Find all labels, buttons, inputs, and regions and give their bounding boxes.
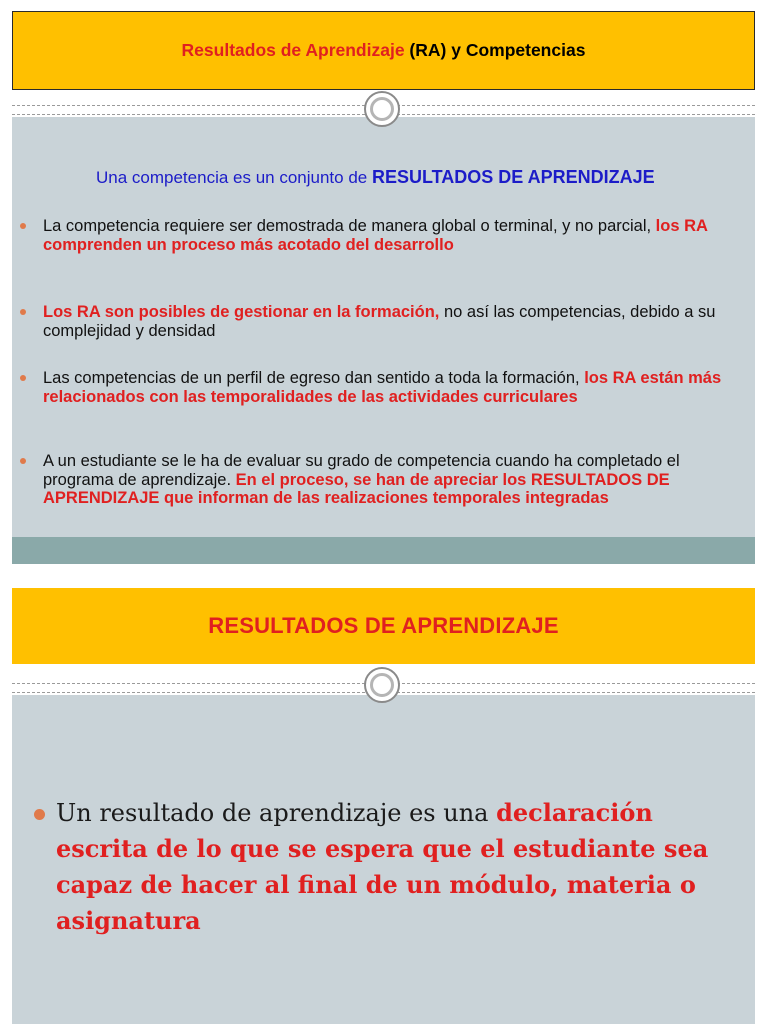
bullet-highlight: los RA comprenden un proceso más acotado del desarrollo bbox=[43, 217, 708, 254]
bullet-item bbox=[43, 303, 743, 340]
ring-ornament-icon bbox=[364, 667, 400, 703]
ring-ornament-icon bbox=[364, 91, 400, 127]
bullet-text: La competencia requiere ser demostrada de manera global o terminal, y no parcial, bbox=[43, 217, 656, 235]
slide-1-lead bbox=[96, 167, 655, 188]
bullet-item bbox=[43, 452, 743, 508]
slide-2-title-bar bbox=[12, 588, 755, 664]
bullet-highlight: los RA están más relacionados con las temporalidades de las actividades curriculares bbox=[43, 369, 722, 406]
definition-highlight: declaración escrita de lo que se espera que el estudiante sea capaz de hacer al final de un módulo, materia o asignatura bbox=[56, 798, 709, 935]
slide-1 bbox=[12, 11, 755, 564]
definition-text: Un resultado de aprendizaje es una bbox=[56, 799, 497, 827]
bullet-dot-icon bbox=[20, 309, 26, 315]
slide-2-title: RESULTADOS DE APRENDIZAJE bbox=[208, 613, 559, 638]
slide-1-title-black: (RA) y Competencias bbox=[404, 40, 586, 60]
bullet-item bbox=[43, 217, 743, 254]
slide-1-body bbox=[12, 117, 755, 537]
bullet-text: Las competencias de un perfil de egreso dan sentido a toda la formación, bbox=[43, 369, 585, 387]
bullet-dot-icon bbox=[34, 809, 45, 820]
slide-1-footer-band bbox=[12, 537, 755, 564]
bullet-item bbox=[43, 369, 743, 406]
slide-2-body bbox=[12, 695, 755, 1024]
bullet-dot-icon bbox=[20, 375, 26, 381]
lead-bold: RESULTADOS DE APRENDIZAJE bbox=[371, 167, 655, 187]
definition-bullet bbox=[56, 795, 716, 939]
bullet-text: A un estudiante se le ha de evaluar su grado de competencia cuando ha completado el programa de aprendizaje. bbox=[43, 452, 680, 489]
lead-text: Una competencia es un conjunto de bbox=[96, 168, 372, 187]
slide-1-title bbox=[182, 40, 586, 61]
bullet-highlight: Los RA son posibles de gestionar en la formación, bbox=[43, 303, 440, 321]
bullet-dot-icon bbox=[20, 458, 26, 464]
bullet-text: no así las competencias, debido a su complejidad y densidad bbox=[43, 303, 716, 340]
bullet-highlight: En el proceso, se han de apreciar los RESULTADOS DE APRENDIZAJE que informan de las realizaciones temporales integradas bbox=[43, 470, 670, 507]
slide-1-title-red: Resultados de Aprendizaje bbox=[181, 40, 405, 60]
slide-2 bbox=[12, 588, 755, 1024]
slide-1-title-bar bbox=[12, 11, 755, 90]
bullet-dot-icon bbox=[20, 223, 26, 229]
